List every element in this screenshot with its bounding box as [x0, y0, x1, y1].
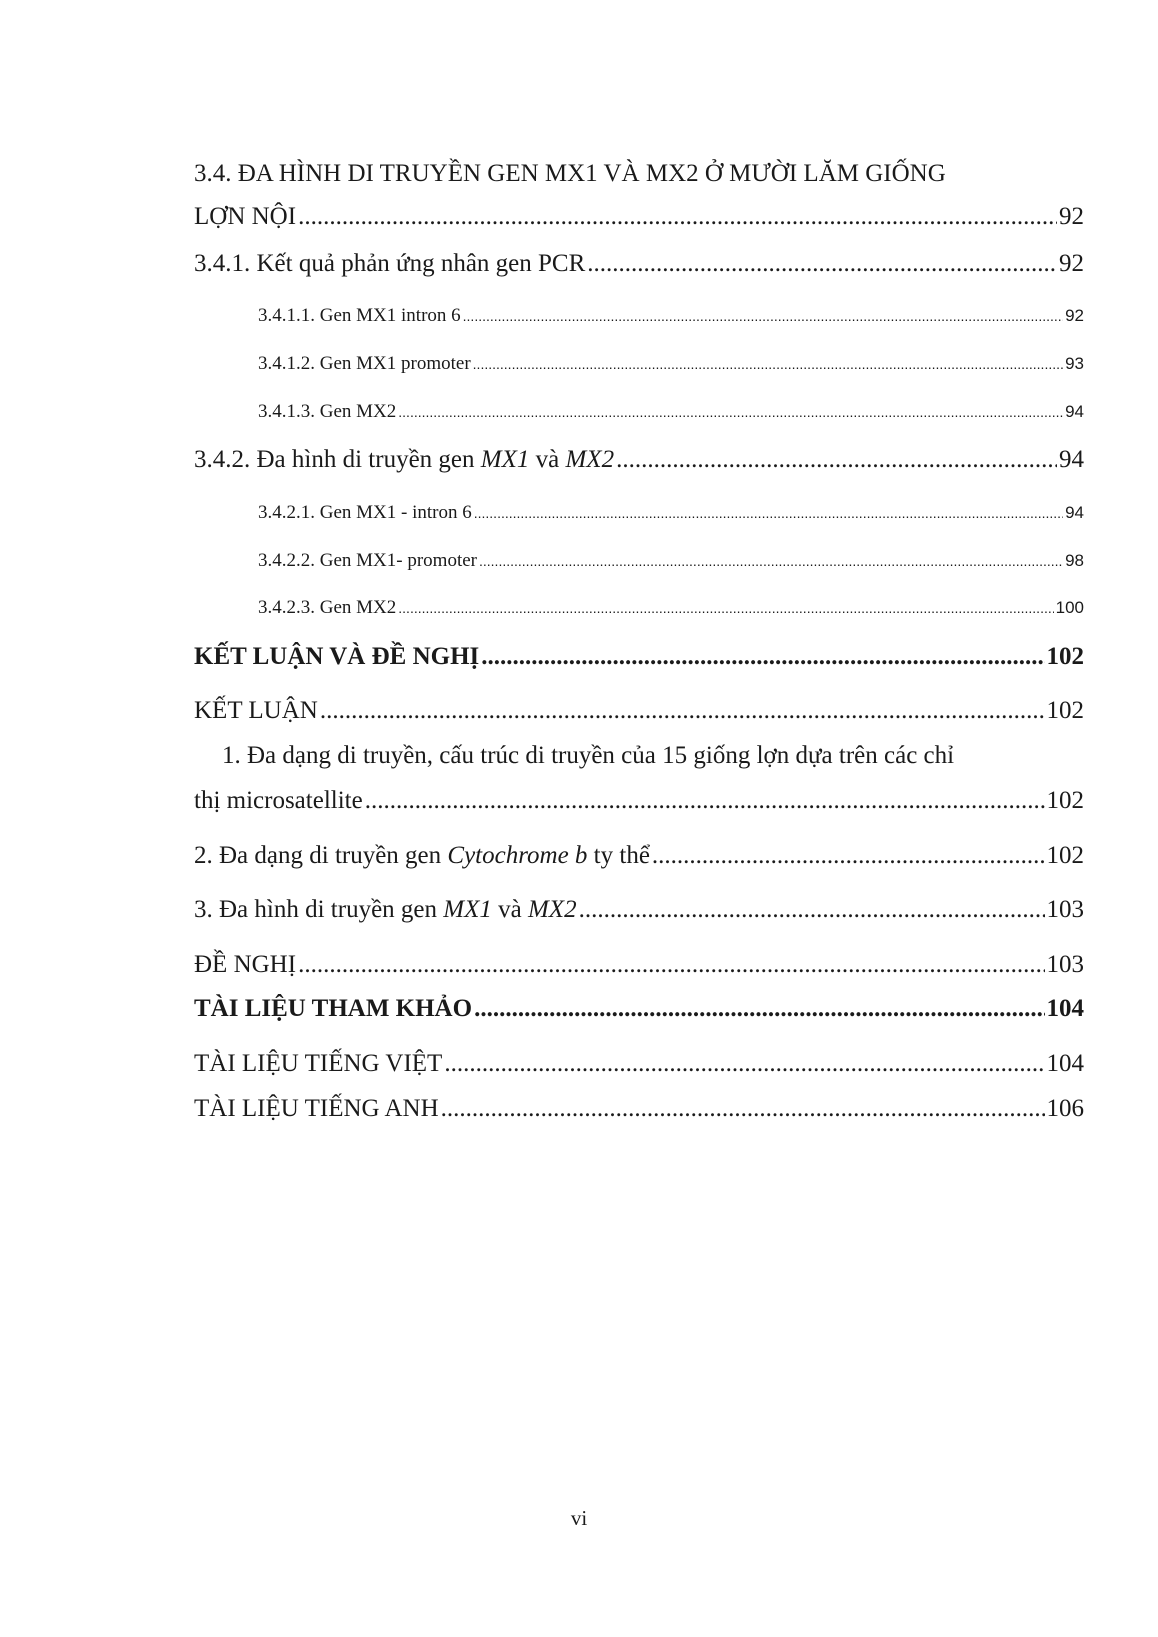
toc-page-number: 98 — [1065, 551, 1084, 570]
toc-entry-title: 3.4.2.2. Gen MX1- promoter — [258, 550, 477, 571]
toc-page-number: 102 — [1046, 787, 1084, 814]
leader-dots — [652, 842, 1045, 870]
toc-page-number: 94 — [1065, 503, 1084, 522]
toc-page-number: 94 — [1065, 402, 1084, 421]
toc-entry-title: 3. Đa hình di truyền gen MX1 và MX2 — [194, 896, 577, 923]
leader-dots — [481, 643, 1044, 671]
toc-entry-title: 3.4.2.3. Gen MX2 — [258, 597, 397, 618]
toc-entry-3-4-2[interactable] — [194, 446, 1084, 474]
toc-entry-3-4-1[interactable] — [194, 250, 1084, 278]
leader-dots — [587, 250, 1057, 278]
toc-entry-conclusion-1[interactable] — [194, 787, 1084, 815]
toc-entry-title: ĐỀ NGHỊ — [194, 951, 297, 978]
leader-dots — [473, 354, 1063, 374]
toc-page-number: 104 — [1046, 1050, 1084, 1077]
toc-entry-de-nghi[interactable] — [194, 951, 1084, 979]
leader-dots — [463, 306, 1063, 326]
toc-page-number: 102 — [1046, 697, 1084, 724]
toc-entry-tai-lieu-tham-khao[interactable] — [194, 995, 1084, 1023]
leader-dots — [441, 1095, 1045, 1123]
toc-entry-title: KẾT LUẬN — [194, 697, 318, 724]
toc-entry-ket-luan[interactable] — [194, 697, 1084, 725]
toc-page-number: 102 — [1046, 643, 1084, 670]
toc-entry-3-4-2-1[interactable] — [258, 502, 1084, 524]
toc-entry-title: 3.4.2.1. Gen MX1 - intron 6 — [258, 502, 472, 523]
toc-page-number: 104 — [1046, 995, 1084, 1022]
leader-dots — [365, 787, 1045, 815]
toc-entry-conclusion-1-line1: 1. Đa dạng di truyền, cấu trúc di truyền của 15 giống lợn dựa trên các chỉ — [222, 742, 955, 769]
toc-entry-conclusion-2[interactable] — [194, 842, 1084, 870]
toc-entry-3-4-1-3[interactable] — [258, 401, 1084, 423]
toc-entry-title: thị microsatellite — [194, 787, 363, 814]
leader-dots — [474, 995, 1044, 1023]
toc-entry-title: 3.4.1.1. Gen MX1 intron 6 — [258, 305, 461, 326]
toc-entry-3-4-2-3[interactable] — [258, 597, 1084, 619]
toc-entry-3-4-2-2[interactable] — [258, 550, 1084, 572]
toc-page-number: 102 — [1046, 842, 1084, 869]
toc-entry-3-4[interactable] — [194, 203, 1084, 231]
leader-dots — [474, 503, 1063, 523]
toc-entry-title: 2. Đa dạng di truyền gen Cytochrome b ty thể — [194, 842, 650, 869]
toc-entry-tai-lieu-tieng-anh[interactable] — [194, 1095, 1084, 1123]
leader-dots — [444, 1050, 1044, 1078]
toc-page-number: 106 — [1046, 1095, 1084, 1122]
toc-entry-title: 3.4.1. Kết quả phản ứng nhân gen PCR — [194, 250, 586, 277]
toc-entry-title: LỢN NỘI — [194, 203, 297, 230]
toc-entry-title: 3.4.1.2. Gen MX1 promoter — [258, 353, 471, 374]
leader-dots — [320, 697, 1045, 725]
toc-entry-title: 3.4.2. Đa hình di truyền gen MX1 và MX2 — [194, 446, 615, 473]
leader-dots — [616, 446, 1057, 474]
leader-dots — [479, 551, 1063, 571]
toc-page-number: 94 — [1059, 446, 1084, 473]
toc-page-number: 103 — [1046, 896, 1084, 923]
toc-entry-title: TÀI LIỆU TIẾNG ANH — [194, 1095, 439, 1122]
leader-dots — [398, 598, 1053, 618]
toc-entry-title: KẾT LUẬN VÀ ĐỀ NGHỊ — [194, 643, 480, 670]
leader-dots — [298, 203, 1057, 231]
toc-entry-3-4-1-1[interactable] — [258, 305, 1084, 327]
toc-page-number: 92 — [1059, 203, 1084, 230]
leader-dots — [579, 896, 1045, 924]
toc-page-number: 92 — [1059, 250, 1084, 277]
toc-entry-tai-lieu-tieng-viet[interactable] — [194, 1050, 1084, 1078]
toc-page-number: 92 — [1065, 306, 1084, 325]
toc-page-number: 103 — [1046, 951, 1084, 978]
toc-entry-ket-luan-de-nghi[interactable] — [194, 643, 1084, 671]
toc-entry-title: TÀI LIỆU TIẾNG VIỆT — [194, 1050, 443, 1077]
toc-entry-3-4-line1: 3.4. ĐA HÌNH DI TRUYỀN GEN MX1 VÀ MX2 Ở MƯỜI LĂM GIỐNG — [194, 160, 946, 187]
toc-entry-title: TÀI LIỆU THAM KHẢO — [194, 995, 473, 1022]
toc-entry-conclusion-3[interactable] — [194, 896, 1084, 924]
toc-page-number: 100 — [1055, 598, 1084, 617]
leader-dots — [398, 402, 1063, 422]
leader-dots — [298, 951, 1044, 979]
toc-page-number: 93 — [1065, 354, 1084, 373]
page-number-footer: vi — [570, 1506, 588, 1530]
toc-entry-title: 3.4.1.3. Gen MX2 — [258, 401, 397, 422]
toc-entry-3-4-1-2[interactable] — [258, 353, 1084, 375]
